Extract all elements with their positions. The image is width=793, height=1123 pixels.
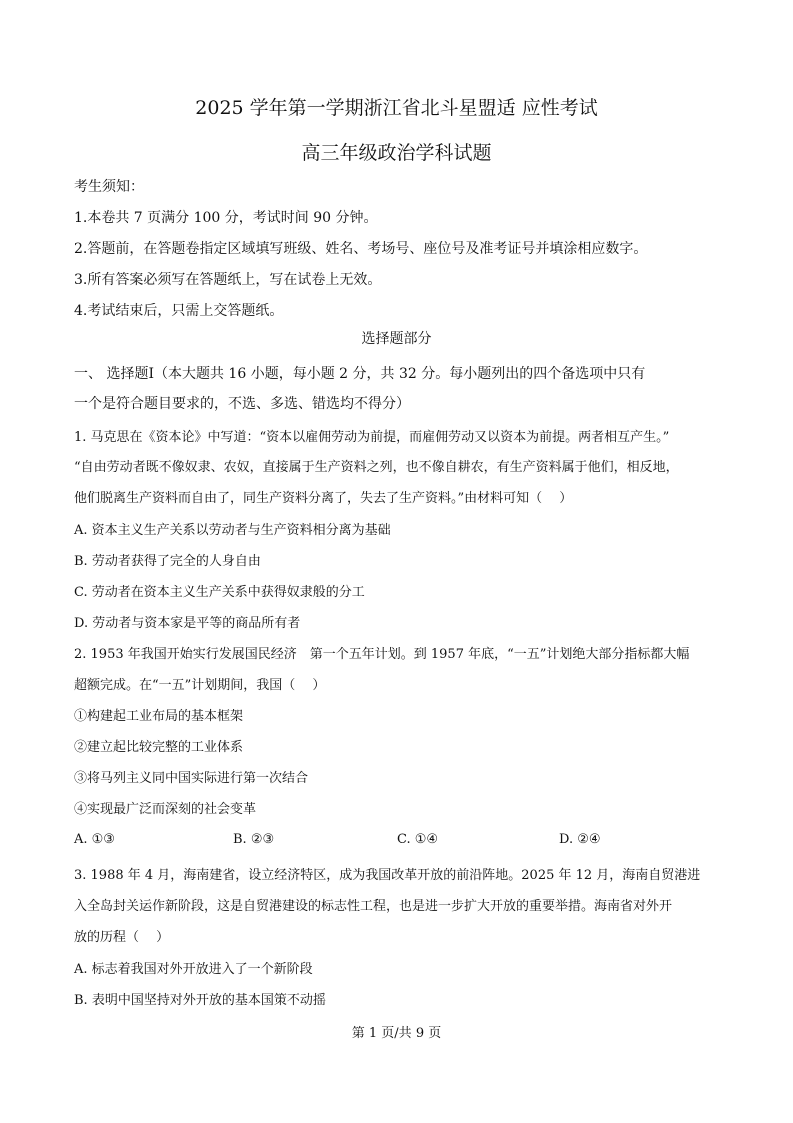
- question-2-option-c: C. ①④: [397, 832, 439, 847]
- question-2-option-b: B. ②③: [233, 832, 275, 847]
- section-instruction: 一个是符合题目要求的，不选、多选、错选均不得分）: [74, 396, 410, 412]
- notice-item: 3.所有答案必须写在答题纸上，写在试卷上无效。: [74, 272, 382, 288]
- exam-title: 2025 学年第一学期浙江省北斗星盟适 应性考试: [195, 97, 598, 119]
- question-2-statement: ③将马列主义同中国实际进行第一次结合: [74, 771, 309, 786]
- question-1-option-a: A. 资本主义生产关系以劳动者与生产资料相分离为基础: [74, 523, 391, 538]
- notice-item: 1.本卷共 7 页满分 100 分，考试时间 90 分钟。: [74, 210, 378, 226]
- notice-item: 4.考试结束后，只需上交答题纸。: [74, 303, 284, 319]
- question-2-option-a: A. ①③: [74, 832, 115, 847]
- question-3-option-a: A. 标志着我国对外开放进入了一个新阶段: [74, 962, 313, 977]
- question-2-options: [74, 832, 714, 852]
- question-1-text: “自由劳动者既不像奴隶、农奴，直接属于生产资料之列，也不像自耕农，有生产资料属于他们，相反地，: [74, 460, 679, 475]
- question-2-statement: ②建立起比较完整的工业体系: [74, 740, 244, 755]
- question-2-option-d: D. ②④: [559, 832, 601, 847]
- question-2-text: 超额完成。在“一五”计划期间，我国（ ）: [74, 678, 326, 693]
- question-3-option-b: B. 表明中国坚持对外开放的基本国策不动摇: [74, 993, 326, 1008]
- question-2-text: 2. 1953 年我国开始实行发展国民经济 第一个五年计划。到 1957 年底，“一五”计划绝大部分指标都大幅: [74, 647, 690, 662]
- question-1-text: 1. 马克思在《资本论》中写道：“资本以雇佣劳动为前提，而雇佣劳动又以资本为前提。两者相互产生。”: [74, 430, 670, 445]
- question-1-text: 他们脱离生产资料而自由了，同生产资料分离了，失去了生产资料。”由材料可知（ ）: [74, 491, 573, 506]
- notice-item: 2.答题前，在答题卷指定区域填写班级、姓名、考场号、座位号及准考证号并填涂相应数字。: [74, 241, 648, 257]
- question-1-option-c: C. 劳动者在资本主义生产关系中获得奴隶般的分工: [74, 585, 365, 600]
- question-3-text: 3. 1988 年 4 月，海南建省，设立经济特区，成为我国改革开放的前沿阵地。2025 年 12 月，海南自贸港进: [74, 868, 701, 883]
- page-footer: 第 1 页/共 9 页: [351, 1026, 442, 1041]
- question-1-option-b: B. 劳动者获得了完全的人身自由: [74, 554, 261, 569]
- question-1-option-d: D. 劳动者与资本家是平等的商品所有者: [74, 616, 301, 631]
- question-3-text: 放的历程（ ）: [74, 930, 170, 945]
- section-title: 选择题部分: [361, 331, 432, 347]
- question-2-statement: ④实现最广泛而深刻的社会变革: [74, 802, 257, 817]
- question-2-statement: ①构建起工业布局的基本框架: [74, 709, 244, 724]
- exam-subtitle: 高三年级政治学科试题: [301, 142, 492, 164]
- section-instruction: 一、 选择题Ⅰ（本大题共 16 小题，每小题 2 分，共 32 分。每小题列出的四个备选项中只有: [74, 366, 646, 382]
- question-3-text: 入全岛封关运作新阶段，这是自贸港建设的标志性工程，也是进一步扩大开放的重要举措。海南省对外开: [74, 899, 673, 914]
- notice-heading: 考生须知：: [74, 179, 144, 195]
